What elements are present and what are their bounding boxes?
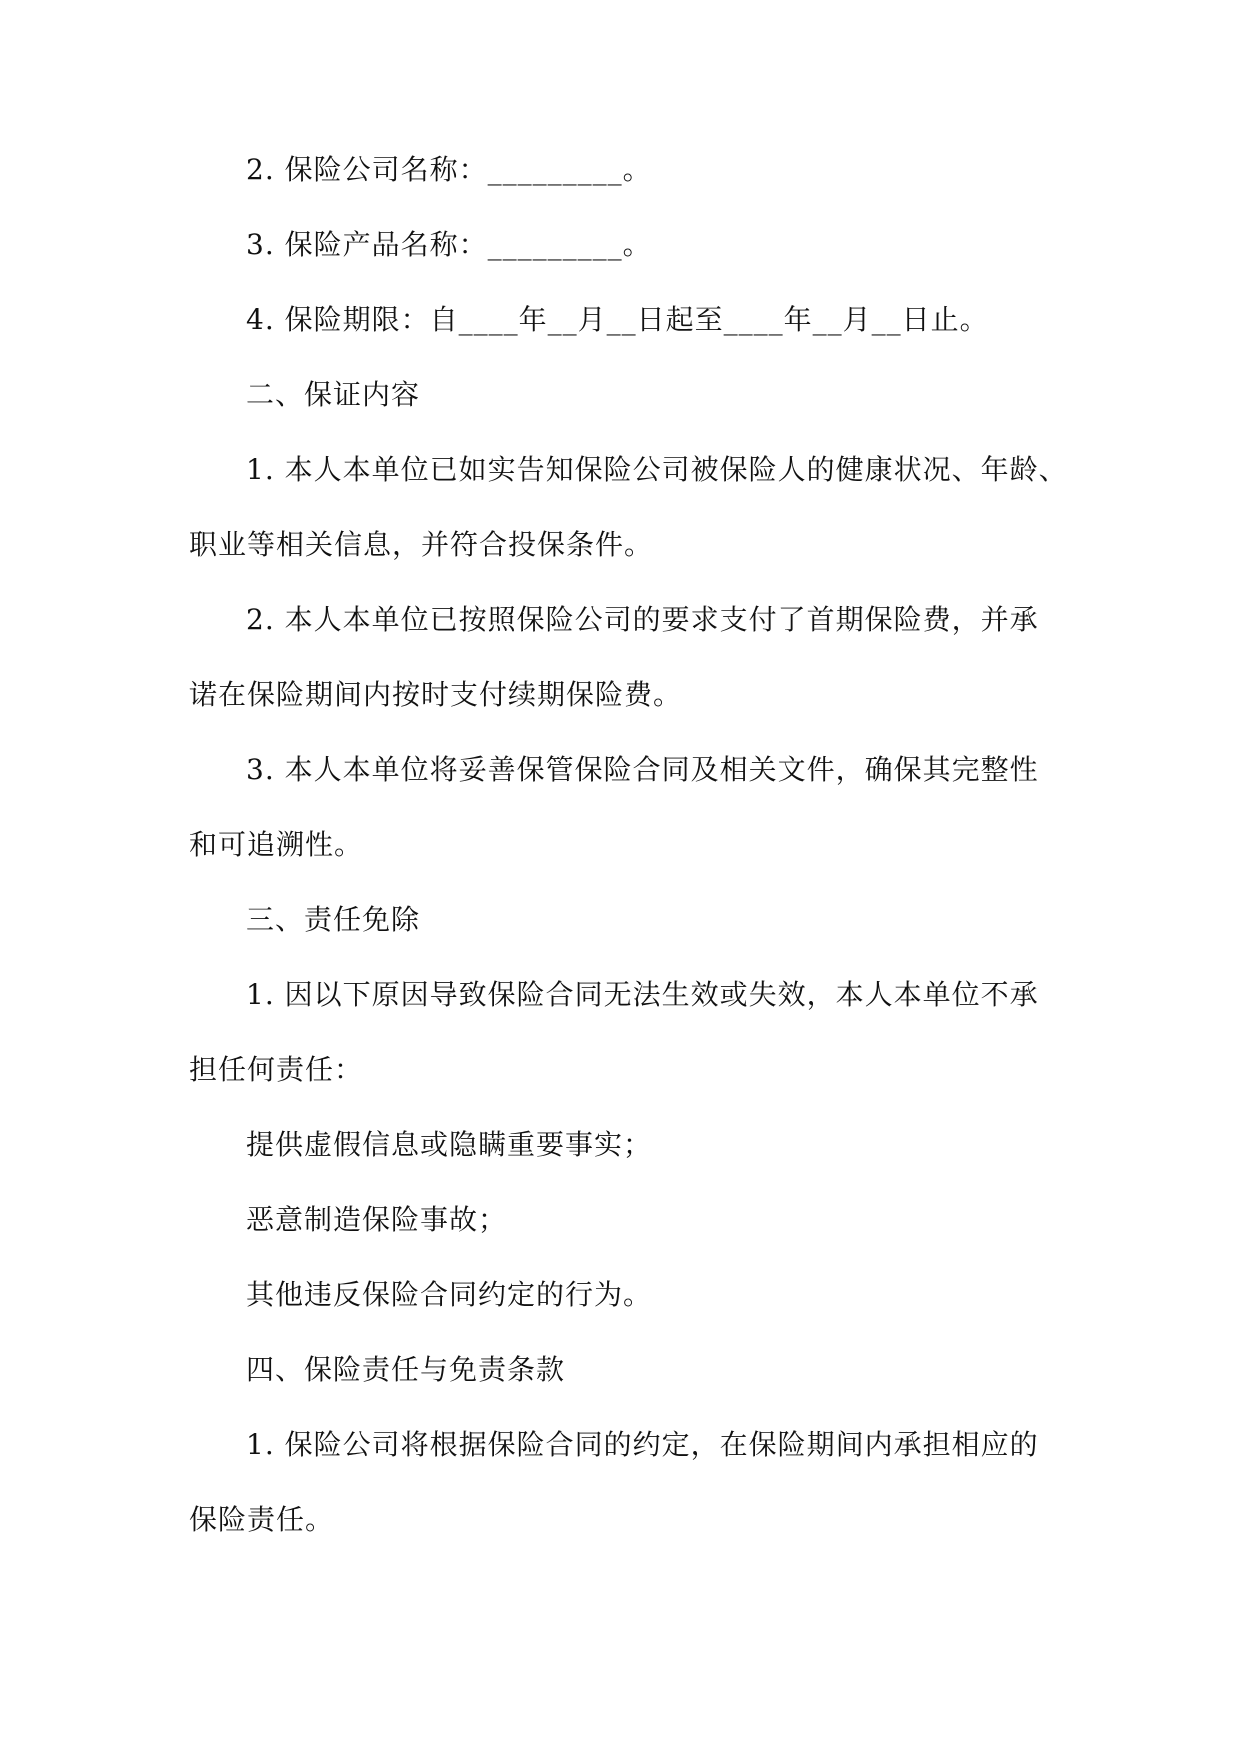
item-insurance-period: 4. 保险期限：自____年__月__日起至____年__月__日止。 <box>246 303 989 336</box>
item-insurer-name: 2. 保险公司名称：_________。 <box>246 153 652 186</box>
item-product-name: 3. 保险产品名称：_________。 <box>246 228 652 261</box>
liability-item-1-line-1: 1. 保险公司将根据保险合同的约定，在保险期间内承担相应的 <box>246 1428 1039 1461</box>
exemption-item-1-line-2: 担任何责任： <box>189 1053 364 1086</box>
exemption-case-malicious-accident: 恶意制造保险事故； <box>246 1203 508 1236</box>
guarantee-item-2-line-2: 诺在保险期间内按时支付续期保险费。 <box>189 678 683 711</box>
section-heading-exemption: 三、责任免除 <box>246 903 421 936</box>
guarantee-item-1-line-2: 职业等相关信息，并符合投保条件。 <box>189 528 654 561</box>
section-heading-liability: 四、保险责任与免责条款 <box>246 1353 566 1386</box>
section-heading-guarantee: 二、保证内容 <box>246 378 421 411</box>
guarantee-item-2-line-1: 2. 本人本单位已按照保险公司的要求支付了首期保险费，并承 <box>246 603 1039 636</box>
exemption-case-other-violations: 其他违反保险合同约定的行为。 <box>246 1278 653 1311</box>
guarantee-item-1-line-1: 1. 本人本单位已如实告知保险公司被保险人的健康状况、年龄、 <box>246 453 1068 486</box>
guarantee-item-3-line-1: 3. 本人本单位将妥善保管保险合同及相关文件，确保其完整性 <box>246 753 1039 786</box>
exemption-case-false-info: 提供虚假信息或隐瞒重要事实； <box>246 1128 653 1161</box>
guarantee-item-3-line-2: 和可追溯性。 <box>189 828 364 861</box>
exemption-item-1-line-1: 1. 因以下原因导致保险合同无法生效或失效，本人本单位不承 <box>246 978 1039 1011</box>
liability-item-1-line-2: 保险责任。 <box>189 1503 335 1536</box>
